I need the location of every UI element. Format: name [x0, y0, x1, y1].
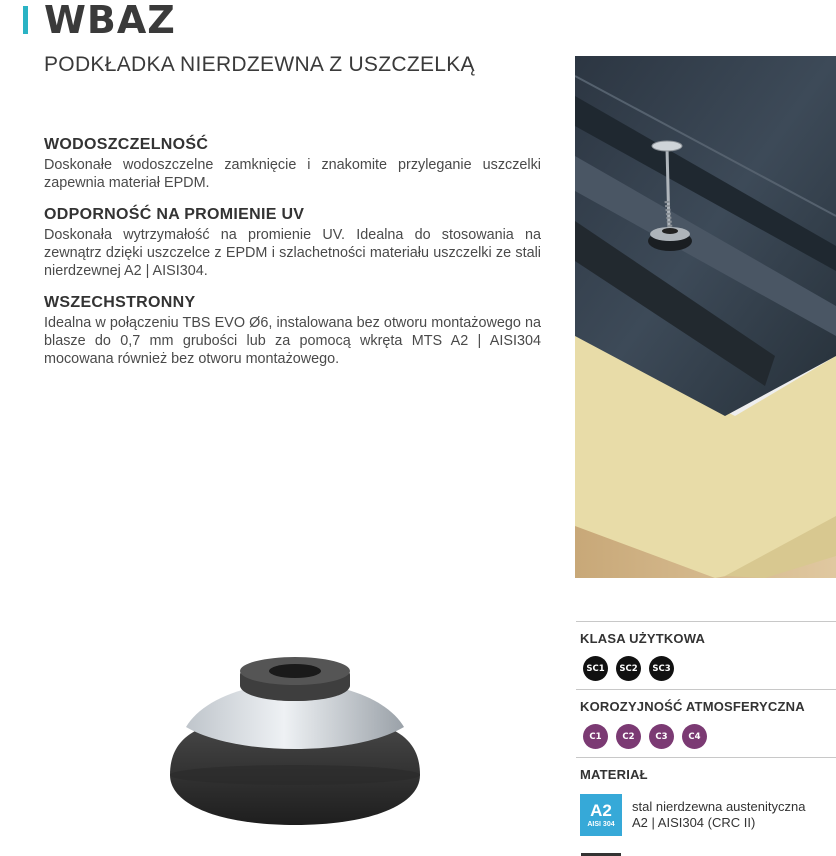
- material-description: [632, 799, 805, 831]
- feature-heading: WODOSZCZELNOŚĆ: [44, 136, 209, 153]
- technical-specs: [576, 621, 836, 836]
- material-code: A2: [590, 801, 612, 820]
- sc2-badge: SC2: [616, 656, 641, 681]
- c4-badge: C4: [682, 724, 707, 749]
- service-class-badges: [583, 656, 836, 681]
- page-title: WBAZ: [44, 0, 176, 42]
- title-accent-bar: [23, 6, 28, 34]
- feature-text: Doskonała wytrzymałość na promienie UV. Idealna do stosowania na zewnątrz dzięki uszczelce z EPDM i szlachetności materiału uszczelki ze stali nierdzewnej A2 | AISI304.: [44, 227, 541, 279]
- sc3-badge: SC3: [649, 656, 674, 681]
- material-title: MATERIAŁ: [580, 767, 648, 782]
- c3-badge: C3: [649, 724, 674, 749]
- material-code-sub: AISI 304: [587, 821, 615, 828]
- feature-list: [44, 136, 541, 382]
- material-line-1: stal nierdzewna austenityczna: [632, 799, 806, 814]
- sc1-badge: SC1: [583, 656, 608, 681]
- feature-heading: WSZECHSTRONNY: [44, 294, 196, 311]
- divider: [576, 621, 836, 622]
- washer-product-image: [160, 655, 430, 830]
- material-line-2: A2 | AISI304 (CRC II): [632, 815, 756, 830]
- feature-text: Idealna w połączeniu TBS EVO Ø6, instalowana bez otworu montażowego na blasze do 0,7 mm grubości lub za pomocą wkręta MTS A2 | AISI304 mocowana również bez otworu montażowego.: [44, 315, 541, 367]
- feature-versatile: [44, 294, 541, 368]
- material-code-icon: [580, 794, 622, 836]
- c2-badge: C2: [616, 724, 641, 749]
- feature-text: Doskonałe wodoszczelne zamknięcie i znakomite przyleganie uszczelki zapewnia materiał EPDM.: [44, 157, 541, 191]
- c1-badge: C1: [583, 724, 608, 749]
- feature-waterproof: [44, 136, 541, 192]
- divider: [576, 689, 836, 690]
- service-class-title: KLASA UŻYTKOWA: [580, 631, 706, 646]
- feature-uv-resistance: [44, 206, 541, 280]
- corrosivity-title: KOROZYJNOŚĆ ATMOSFERYCZNA: [580, 699, 805, 714]
- feature-heading: ODPORNOŚĆ NA PROMIENIE UV: [44, 206, 305, 223]
- page-subtitle: PODKŁADKA NIERDZEWNA Z USZCZELKĄ: [44, 53, 475, 76]
- roof-application-photo: [575, 56, 836, 578]
- corrosivity-badges: [583, 724, 836, 749]
- material-row: [580, 794, 836, 836]
- divider: [576, 757, 836, 758]
